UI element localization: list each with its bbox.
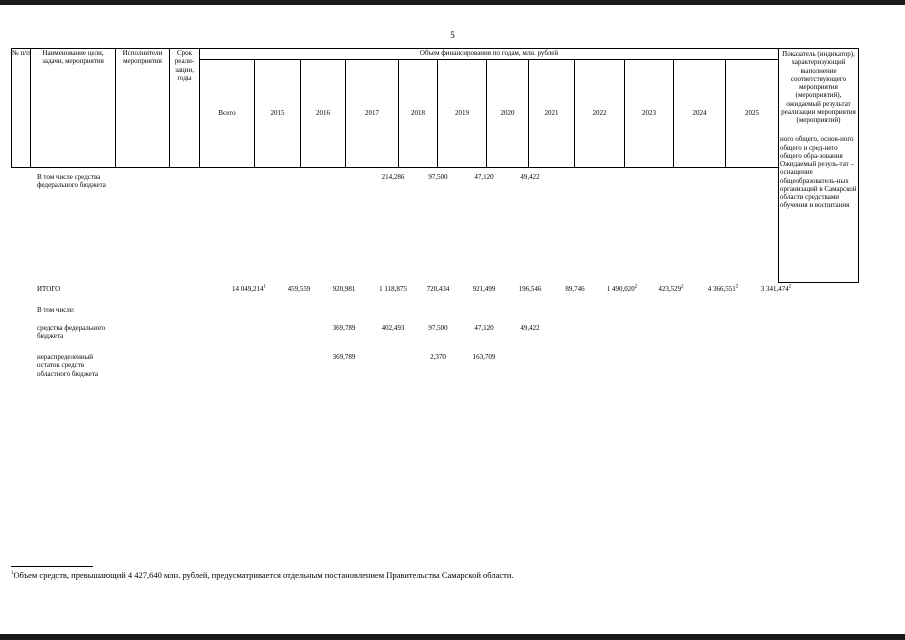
col-year-2017: 2017 [346,60,399,168]
itogo-2015: 459,559 [287,285,311,293]
col-year-2018: 2018 [399,60,438,168]
federal-2016: 369,789 [332,324,356,332]
itogo-2023: 423,529$^2$ [658,284,684,293]
federal-2019: 47,120 [474,324,494,332]
federal-2017: 402,493 [381,324,405,332]
col-year-2020: 2020 [487,60,529,168]
itogo-2019: 921,499 [472,285,496,293]
federal-incl-label: В том числе средства федерального бюджета [37,173,106,190]
indicator-header: Показатель (индикатор), характеризующий выполнение соответствующего мероприятия (мероприятий), ожидаемый результат реализации мероприятия (мероприятий) [781,50,856,124]
incl-label: В том числе: [37,306,75,314]
col-no-header: № п/п [12,49,31,168]
itogo-2025: 3 341,474$^2$ [760,284,792,293]
itogo-2020: 196,546 [518,285,542,293]
footnote-mark: 1 [11,571,14,577]
col-executors-header: Исполнители мероприятия [116,49,170,168]
footnote [11,570,514,580]
itogo-2017: 1 118,875 [379,285,407,293]
federal-2020: 49,422 [520,324,540,332]
indicator-text: ного общего, основ-ного общего и сред-него общего обра-зования Ожидаемый резуль-тат – оснащение общеобразователь-ных организаций в Самарской области средствами обучения и воспитания [780,135,857,210]
header-table [11,48,859,283]
unallocated-2018: 2,370 [430,353,446,361]
itogo-2022: 1 490,020$^2$ [606,284,638,293]
itogo-total: 14 049,214$^1$ [232,284,266,293]
federal-incl-2019: 47,120 [474,173,494,181]
funding-title: Объем финансирования по годам, млн. рублей [200,49,779,60]
itogo-2021: 89,746 [565,285,585,293]
unallocated-label: нераспределенный остаток средств областного бюджета [37,353,98,378]
footnote-text: Объем средств, превышающий 4 427,640 млн. рублей, предусматривается отдельным постановлением Правительства Самарской области. [13,570,514,580]
col-year-2025: 2025 [726,60,779,168]
top-scan-border [0,0,905,5]
col-year-2021: 2021 [529,60,575,168]
federal-label: средства федерального бюджета [37,324,106,341]
col-term-header: Срок реали-зации, годы [170,49,200,168]
col-year-2023: 2023 [625,60,674,168]
itogo-2024: 4 366,551$^2$ [707,284,739,293]
itogo-label: ИТОГО [37,285,61,293]
col-year-2024: 2024 [674,60,726,168]
col-year-2019: 2019 [438,60,487,168]
col-name-header: Наименование цели, задачи, мероприятия [31,49,116,168]
federal-incl-2018: 97,500 [428,173,448,181]
footnote-rule [11,566,93,567]
unallocated-2019: 163,709 [472,353,496,361]
bottom-scan-border [0,634,905,640]
itogo-2018: 720,434 [426,285,450,293]
page-number: 5 [450,30,455,40]
itogo-2016: 920,981 [332,285,356,293]
col-total-header: Всего [200,60,255,168]
federal-incl-2017: 214,286 [381,173,405,181]
col-year-2015: 2015 [255,60,301,168]
federal-2018: 97,500 [428,324,448,332]
unallocated-2016: 369,789 [332,353,356,361]
federal-incl-2020: 49,422 [520,173,540,181]
indicator-cell [779,49,859,283]
col-year-2016: 2016 [301,60,346,168]
col-year-2022: 2022 [575,60,625,168]
